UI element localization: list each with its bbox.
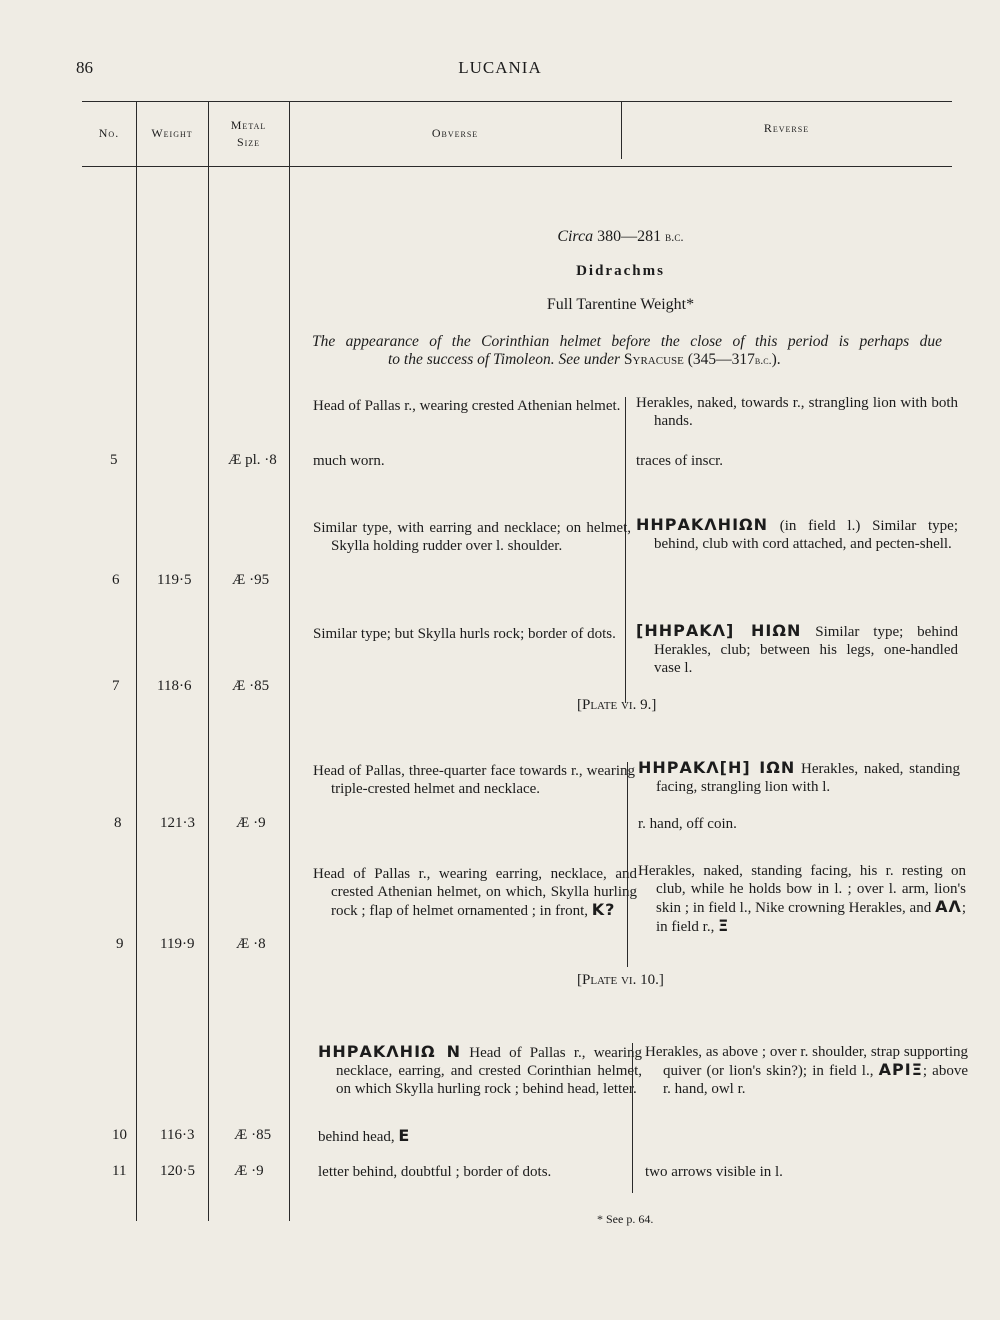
col-divider-1 (136, 101, 137, 1221)
col-header-metal: Metal (230, 118, 267, 132)
group6-reverse-end: ; above r. hand, owl r. (663, 1063, 968, 1097)
entry7-weight: 118·6 (157, 678, 192, 694)
group5-reverse-mid: ; in field r., (656, 900, 966, 935)
entry7-no: 7 (112, 678, 120, 694)
entry6-weight: 119·5 (157, 572, 192, 588)
note-bc: b.c. (754, 353, 772, 367)
group6-legend: ΗΗΡΑΚΛΗΙΩ Ν (318, 1042, 462, 1061)
group5-obverse (313, 865, 637, 920)
entry6-metal: Æ ·95 (232, 572, 270, 588)
entry10-obverse-text: behind head, (318, 1129, 395, 1145)
group6-obverse (318, 1043, 642, 1098)
group3-reverse (636, 622, 958, 677)
entry8-weight: 121·3 (160, 815, 195, 831)
group5-reverse-letter: Ξ (718, 916, 730, 935)
group5-obverse-letter: K? (591, 900, 616, 919)
entry11-reverse: two arrows visible in l. (645, 1164, 783, 1180)
col-header-weight: Weight (151, 126, 193, 140)
entry11-no: 11 (112, 1163, 127, 1179)
entry11-metal: Æ ·9 (234, 1163, 264, 1179)
group4-legend: ΗΗΡΑΚΛ[Η] ΙΩΝ (638, 758, 796, 777)
entry5-reverse: traces of inscr. (636, 453, 724, 469)
entry7-metal: Æ ·85 (232, 678, 270, 694)
note-timoleon: to the success of Timoleon. See under (388, 351, 621, 368)
table-top-rule (82, 101, 952, 102)
group3-reverse-text: Similar type; behind Herakles, club; between his legs, one-handled vase l. (654, 624, 958, 676)
group1-obverse: Head of Pallas r., wearing crested Athenian helmet. (313, 398, 621, 414)
footnote: * See p. 64. (597, 1212, 654, 1226)
denomination-heading: Didrachms (576, 263, 665, 279)
entry9-metal: Æ ·8 (236, 936, 266, 952)
entry10-obverse (318, 1127, 410, 1146)
entry10-obverse-letter: Ε (398, 1126, 411, 1145)
group6-reverse-monogram: ΑΡΙΞ (878, 1060, 923, 1079)
group2-legend: ΗΗΡΑΚΛΗΙΩΝ (636, 515, 769, 534)
group4-reverse (638, 759, 960, 796)
entry8-metal: Æ ·9 (236, 815, 266, 831)
note-syracuse: Syracuse (623, 351, 684, 368)
group2-reverse-text: (in field l.) Similar type; behind, club with cord attached, and pecten-shell. (654, 518, 958, 552)
section-note-line1: The appearance of the Corinthian helmet before the close of this period is perhaps due (312, 333, 942, 350)
group5-reverse-monogram: ΑΛ (935, 897, 962, 916)
entry6-no: 6 (112, 572, 120, 588)
page-number: 86 (76, 58, 93, 77)
group6-reverse-text: Herakles, as above ; over r. shoulder, strap supporting quiver (or lion's skin?); in field l., (645, 1044, 968, 1079)
group2-reverse (636, 516, 958, 553)
entry8-reverse: r. hand, off coin. (638, 816, 737, 832)
note-close: ). (771, 351, 781, 368)
section-date (289, 228, 952, 246)
section-note-line2 (388, 351, 781, 369)
group5-reverse (638, 862, 966, 936)
note-dates: (345—317 (687, 351, 755, 368)
col-header-obverse: Obverse (431, 126, 479, 140)
entry9-no: 9 (116, 936, 124, 952)
entry11-obverse: letter behind, doubtful ; border of dots. (318, 1164, 552, 1180)
standard-heading: Full Tarentine Weight* (546, 296, 695, 313)
group3-obverse: Similar type; but Skylla hurls rock; border of dots. (313, 626, 616, 642)
col-divider-2 (208, 101, 209, 1221)
entry9-weight: 119·9 (160, 936, 195, 952)
table-header-rule (82, 166, 952, 167)
col-header-reverse: Reverse (763, 121, 810, 135)
group6-reverse (645, 1043, 968, 1098)
entry10-metal: Æ ·85 (234, 1127, 272, 1143)
date-circa: Circa (557, 228, 594, 245)
entry5-obverse: much worn. (313, 453, 385, 469)
entry5-metal: Æ pl. ·8 (228, 452, 277, 468)
group3-legend: [ΗΗΡΑΚΛ] ΗΙΩΝ (636, 621, 802, 640)
entry11-weight: 120·5 (160, 1163, 195, 1179)
running-head: LUCANIA (458, 58, 542, 77)
group4-reverse-text: Herakles, naked, standing facing, strangling lion with l. (656, 761, 961, 795)
entry10-weight: 116·3 (160, 1127, 195, 1143)
plate-ref-2: [Plate vi. 10.] (577, 972, 664, 988)
date-bc: b.c. (665, 229, 684, 244)
entry8-no: 8 (114, 815, 122, 831)
entry5-no: 5 (110, 452, 118, 468)
group2-obverse: Similar type, with earring and necklace; on helmet, Skylla holding rudder over l. shoulder. (313, 520, 631, 554)
group1-reverse: Herakles, naked, towards r., strangling lion with both hands. (636, 395, 958, 429)
date-range: 380—281 (597, 228, 662, 245)
col-header-size: Size (236, 135, 261, 149)
group4-obverse: Head of Pallas, three-quarter face towards r., wearing triple-crested helmet and necklace. (313, 763, 635, 797)
group5-obverse-text: Head of Pallas r., wearing earring, necklace, and crested Athenian helmet, on which, Skylla hurling rock ; flap of helmet ornamented ; in front, (313, 866, 637, 919)
plate-ref-1: [Plate vi. 9.] (577, 697, 657, 713)
entry10-no: 10 (112, 1127, 127, 1143)
group5-reverse-text: Herakles, naked, standing facing, his r. resting on club, while he holds bow in l. ; over l. arm, lion's skin ; in field l., Nike crowning Herakles, and (638, 863, 966, 916)
group6-obverse-text: Head of Pallas r., wearing necklace, earring, and crested Corinthian helmet, on which Skylla hurling rock ; behind head, letter. (336, 1045, 642, 1097)
col-header-no: No. (98, 126, 120, 140)
